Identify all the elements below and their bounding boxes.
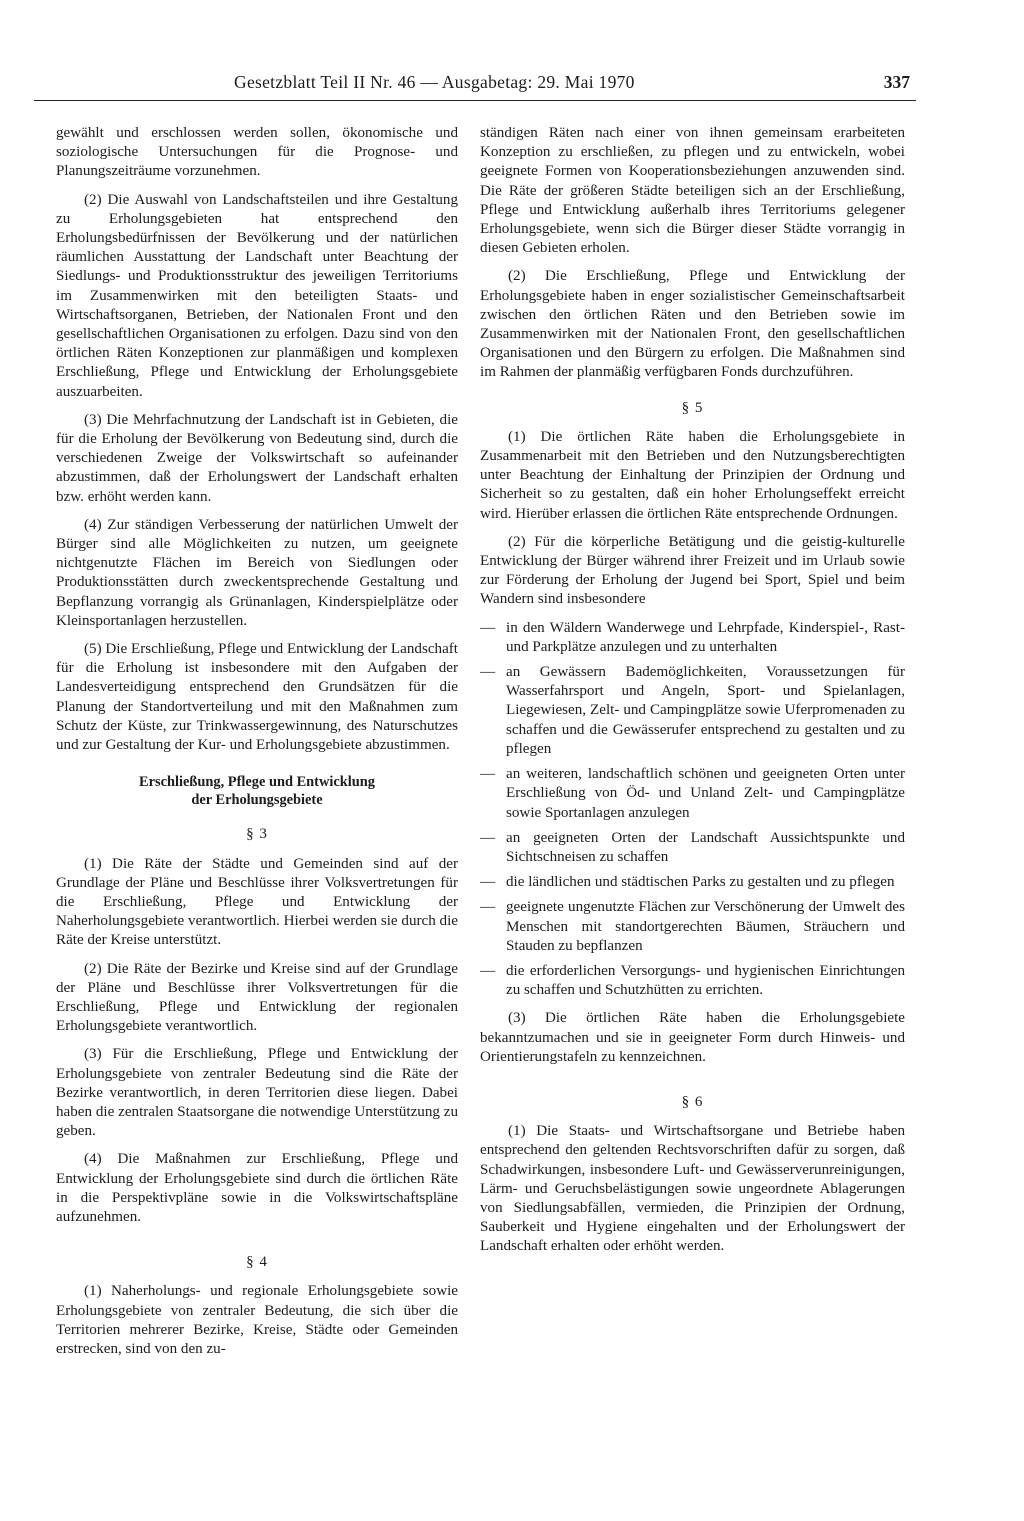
section-heading-line-1: Erschließung, Pflege und Entwicklung: [139, 774, 375, 791]
paragraph-4-1: (1) Naherholungs- und regionale Erholungsgebiete sowie Erholungsgebiete von zentraler Bedeutung, die sich über die Territorien mehrerer Bezirke, Kreise, Städte oder Gemeinden erstrecken, sind von den zu-: [56, 1283, 458, 1357]
list-item: [480, 898, 905, 956]
list-item: [480, 663, 905, 759]
paragraph-6-1: (1) Die Staats- und Wirtschaftsorgane und Betriebe haben entsprechend den geltenden Rechtsvorschriften dafür zu sorgen, daß Schadwirkungen, insbesondere Luft- und Gewässerverunreinigungen, Lärm- und Geruchsbelästigungen sowie ungeordnete Ablagerungen von Siedlungsabfällen, vermieden, die Prinzipien der Ordnung, Sauberkeit und Hygiene eingehalten und der Erholungswert der Landschaft erhalten oder erhöht werden.: [480, 1123, 905, 1255]
dash-mark: —: [480, 962, 496, 979]
paragraph-5-3: (3) Die örtlichen Räte haben die Erholungsgebiete bekanntzumachen und sie in geeigneter Form durch Hinweis- und Orientierungstafeln zu kennzeichnen.: [480, 1010, 905, 1065]
list-item-text: in den Wäldern Wanderwege und Lehrpfade, Kinderspiel-, Rast- und Parkplätze anzulegen und zu unterhalten: [506, 619, 905, 655]
dash-mark: —: [480, 899, 496, 916]
list-item: [480, 619, 905, 657]
page-header: [34, 70, 916, 101]
list-item-text: die erforderlichen Versorgungs- und hygienischen Einrichtungen zu schaffen und Schutzhütten zu errichten.: [506, 962, 905, 999]
section-5-title: § 5: [681, 399, 704, 416]
list-item-text: an geeigneten Orten der Landschaft Aussichtspunkte und Sichtschneisen zu schaffen: [506, 829, 905, 865]
paragraph-4-1-continuation: ständigen Räten nach einer von ihnen gemeinsam erarbeiteten Konzeption zu erschließen, zu pflegen und zu entwickeln, wobei geeignete Formen von Kooperationsbeziehungen anzuwenden sind. Die Räte der größeren Städte beteiligen sich an der Erschließung, Pflege und Entwicklung außerhalb ihres Territoriums gelegener Erholungsgebiete, wenn sich die Bürger dieser Städte vorrangig in diesen Gebieten erholen.: [480, 125, 905, 257]
section-heading: [56, 773, 458, 809]
paragraph-3-4: (4) Die Maßnahmen zur Erschließung, Pflege und Entwicklung der Erholungsgebiete sind durch die örtlichen Räte in die Perspektivpläne sowie in die Volkswirtschaftspläne aufzunehmen.: [56, 1151, 458, 1225]
paragraph-continuation: gewählt und erschlossen werden sollen, ökonomische und soziologische Untersuchungen für die Prognose- und Planungszeiträume vorzunehmen.: [56, 125, 458, 180]
paragraph-3-1: (1) Die Räte der Städte und Gemeinden sind auf der Grundlage der Pläne und Beschlüsse ihrer Volksvertretungen für die Erschließung, Pflege und Entwicklung der Naherholungsgebiete verantwortlich. Hierbei werden sie durch die Räte der Kreise unterstützt.: [56, 855, 458, 949]
page-number: 337: [883, 72, 910, 92]
list-item-text: an Gewässern Bademöglichkeiten, Voraussetzungen für Wasserfahrsport und Angeln, Sport- und Spielanlagen, Liegewiesen, Zelt- und Campingplätze sowie Uferpromenaden zu schaffen und die Gewässerufer entsprechend zu gestalten und zu pflegen: [506, 664, 905, 757]
gazette-title: Gesetzblatt Teil II Nr. 46 — Ausgabetag: 29. Mai 1970: [234, 72, 635, 92]
section-3-title: § 3: [246, 826, 268, 843]
list-item: [480, 765, 905, 823]
dash-mark: —: [480, 874, 496, 891]
paragraph-5-1: (1) Die örtlichen Räte haben die Erholungsgebiete in Zusammenarbeit mit den Betrieben und den Nutzungsberechtigten unter Beachtung der Einhaltung der Prinzipien der Ordnung und Sicherheit so zu gestalten, daß ein hoher Erholungseffekt erreicht wird. Hierüber erlassen die örtlichen Räte entsprechende Ordnungen.: [480, 428, 905, 522]
paragraph-2-5: (5) Die Erschließung, Pflege und Entwicklung der Landschaft für die Erholung ist insbesondere mit den Aufgaben der Landesverteidigung entsprechend den Grundsätzen für die Planung der Standortverteilung und mit den Maßnahmen zum Schutz der Küste, zur Trinkwassergewinnung, des Naturschutzes und zur Gestaltung der Kur- und Erholungsgebiete abzustimmen.: [56, 641, 458, 754]
paragraph-2-4: (4) Zur ständigen Verbesserung der natürlichen Umwelt der Bürger sind alle Möglichkeiten zu nutzen, um geeignete nichtgenutzte Flächen im Bereich von Siedlungen oder Produktionsstätten durch zweckentsprechende Gestaltung und Bepflanzung vorrangig als Grünanlagen, Kinderspielplätze oder Kleinsportanlagen herzustellen.: [56, 516, 458, 629]
dash-mark: —: [480, 829, 496, 846]
list-item: [480, 829, 905, 867]
paragraph-2-3: (3) Die Mehrfachnutzung der Landschaft ist in Gebieten, die für die Erholung der Bevölkerung von Bedeutung sind, durch die verschiedenen Zweige der Volkswirtschaft so aufeinander abzustimmen, daß der Erholungswert der Landschaft erhalten bzw. erhöht werden kann.: [56, 411, 458, 505]
paragraph-3-3: (3) Für die Erschließung, Pflege und Entwicklung der Erholungsgebiete von zentraler Bedeutung sind die Räte der Bezirke verantwortlich, in deren Territorien diese liegen. Dabei haben die zentralen Staatsorgane die notwendige Unterstützung zu geben.: [56, 1046, 458, 1140]
left-column: [56, 124, 458, 1368]
paragraph-2-2: (2) Die Auswahl von Landschaftsteilen und ihre Gestaltung zu Erholungsgebieten hat entsprechend den Erholungsbedürfnissen der Bevölkerung und der natürlichen räumlichen Ausstattung der Landschaft unter Beachtung der Siedlungs- und Produktionsstruktur des jeweiligen Territoriums im Zusammenwirken mit den beteiligten Staats- und Wirtschaftsorganen, Betrieben, der Nationalen Front und den gesellschaftlichen Organisationen zu erfolgen. Dazu sind von den örtlichen Räten Konzeptionen zur planmäßigen und komplexen Erschließung, Pflege und Entwicklung der Erholungsgebiete auszuarbeiten.: [56, 191, 458, 400]
dash-mark: —: [480, 619, 496, 636]
dash-mark: —: [480, 664, 496, 681]
list-item-text: an weiteren, landschaftlich schönen und geeigneten Orten unter Erschließung von Öd- und Unland Zelt- und Campingplätze sowie Sportanlagen anzulegen: [506, 766, 905, 821]
paragraph-3-2: (2) Die Räte der Bezirke und Kreise sind auf der Grundlage der Pläne und Beschlüsse ihrer Volksvertretungen für die Erschließung, Pflege und Entwicklung der regionalen Erholungsgebiete verantwortlich.: [56, 960, 458, 1035]
list-item: [480, 962, 905, 1000]
list-item-text: geeignete ungenutzte Flächen zur Verschönerung der Umwelt des Menschen mit standortgerechten Bäumen, Sträuchern und Stauden zu bepflanzen: [506, 899, 905, 954]
section-heading-line-2: der Erholungsgebiete: [191, 792, 323, 809]
list-item-text: die ländlichen und städtischen Parks zu gestalten und zu pflegen: [506, 874, 895, 891]
section-6-title: § 6: [681, 1093, 704, 1110]
paragraph-4-2: (2) Die Erschließung, Pflege und Entwicklung der Erholungsgebiete haben in enger sozialistischer Gemeinschaftsarbeit zwischen den örtlichen Räten und den Betrieben sowie im Zusammenwirken mit der Nationalen Front, den gesellschaftlichen Organisationen und den Bürgern zu erfolgen. Die Maßnahmen sind im Rahmen der planmäßig verfügbaren Fonds durchzuführen.: [480, 268, 905, 381]
measures-list: [480, 619, 905, 1001]
dash-mark: —: [480, 766, 496, 783]
section-4-title: § 4: [246, 1254, 268, 1271]
paragraph-5-2: (2) Für die körperliche Betätigung und die geistig-kulturelle Entwicklung der Bürger während ihrer Freizeit und im Urlaub sowie zur Förderung der Erholung der Jugend bei Sport, Spiel und beim Wandern sind insbesondere: [480, 533, 905, 608]
list-item: [480, 873, 905, 892]
right-column: [480, 124, 905, 1266]
